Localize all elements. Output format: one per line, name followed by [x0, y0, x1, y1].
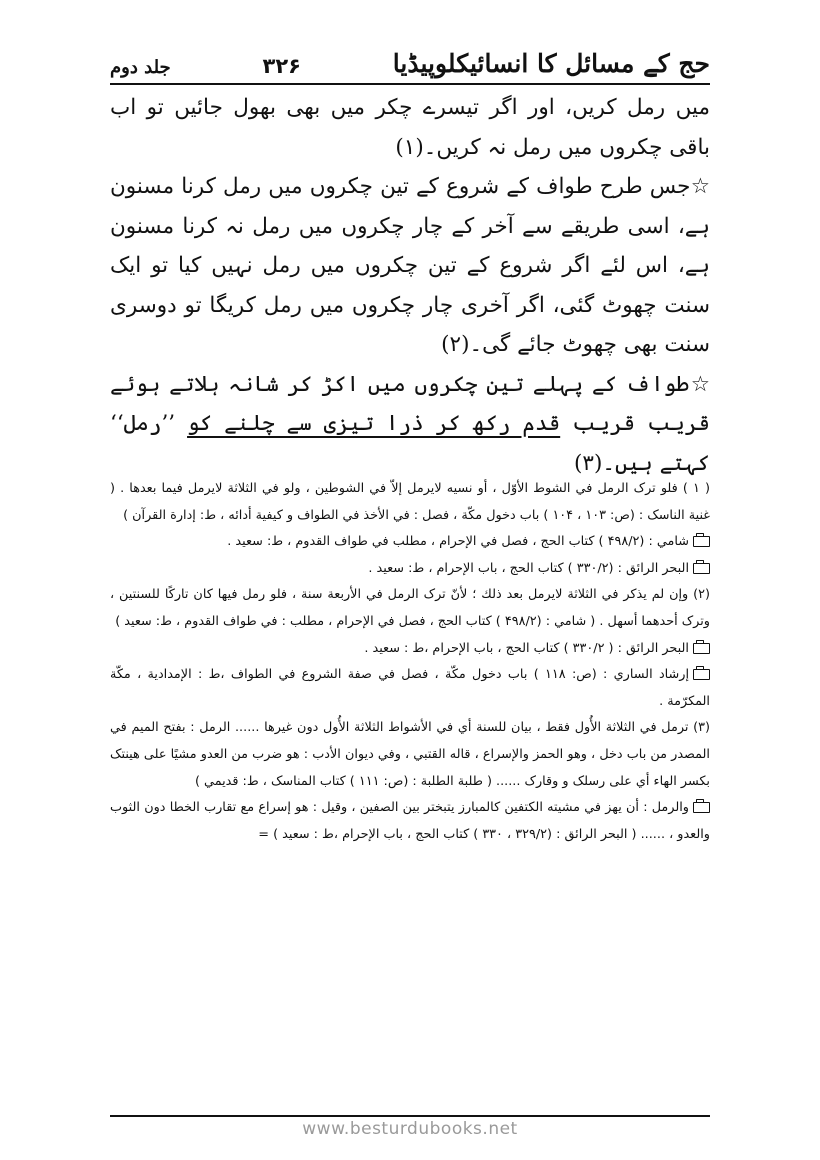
footnote-item: [110, 529, 710, 556]
footnote-text: البحر الرائق : ( ۳۳۰/۲ ) كتاب الحج ، باب الإحرام ،ط : سعيد .: [364, 640, 689, 656]
footer-rule: [110, 1115, 710, 1117]
paragraph-3-start: ☆طواف کے پہلے تین چکروں میں اکڑ کر شانہ ہلاتے ہوئے قریب قریب: [110, 371, 710, 436]
footnote-text: إرشاد الساري : (ص: ۱۱۸ ) باب دخول مكّة ، فصل في صفة الشروع في الطواف ،ط : الإمدادية ، مكّة المكرّمة .: [110, 667, 710, 709]
reference-book-icon: [693, 643, 710, 654]
footnote-text: (۲) وإن لم يذكر في الثلاثة لايرمل بعد ذلك ؛ لأنّ ترک الرمل في الأربعة سنة ، فلو رمل فيها كان تاركًا للسنتين ، وترک أحدهما أسهل . ( شامي : (۴۹۸/۲ ) كتاب الحج ، فصل في الإحرام ، مطلب : في طواف القدوم ، ط: سعيد ): [110, 587, 710, 629]
website-footer: www.besturdubooks.net: [302, 1119, 518, 1139]
reference-book-icon: [693, 669, 710, 680]
footnote-text: البحر الرائق : (۳۳۰/۲ ) كتاب الحج ، باب الإحرام ، ط: سعيد .: [368, 560, 689, 576]
reference-book-icon: [693, 563, 710, 574]
footnote-text: (۳) ترمل في الثلاثة الأُول فقط ، بيان للسنة أي في الأشواط الثلاثة الأُول دون غيرها ...... الرمل : بفتح الميم في المصدر من باب دخل ، وهو الحمز والإسراع ، قاله القتبي ، وفي ديوان الأدب : هو ضرب من العدو مشيًا على هينتک بكسر الهاء أي على رسلک و وقارک ...... ( طلبة الطلبة : (ص: ۱۱۱ ) كتاب المناسک ، ط: قديمي ): [110, 720, 710, 789]
footnote-item: [110, 582, 710, 635]
book-title: حج کے مسائل کا انسائیکلوپیڈیا: [392, 49, 710, 78]
footnote-item: [110, 636, 710, 663]
paragraph-3: [110, 365, 710, 484]
footnotes: [110, 476, 710, 848]
paragraph-2: ☆جس طرح طواف کے شروع کے تین چکروں میں رمل کرنا مسنون ہے، اسی طریقے سے آخر کے چار چکروں میں رمل نہ کرنا مسنون ہے، اس لئے اگر شروع کے تین چکروں میں رمل نہیں کیا تو ایک سنت چھوٹ گئی، اگر آخری چار چکروں میں رمل کریگا تو دوسری سنت بھی چھوٹ جائے گی۔(۲): [110, 174, 710, 357]
footnote-item: [110, 556, 710, 583]
footnote-item: [110, 662, 710, 715]
main-text: [110, 88, 710, 483]
reference-book-icon: [693, 536, 710, 547]
reference-book-icon: [693, 802, 710, 813]
footnote-text: والرمل : أن يهز في مشيته الكتفين كالمبارز يتبختر بين الصفين ، وقيل : هو إسراع مع تقارب الخطا دون الثوب والعدو ، ...... ( البحر الرائق : (۳۲۹/۲ ، ۳۳۰ ) كتاب الحج ، باب الإحرام ،ط : سعيد ) =: [110, 800, 710, 842]
paragraph-3-end: ’’رمل‘‘ کہتے ہیں۔(۳): [110, 411, 710, 476]
volume-label: جلد دوم: [110, 57, 171, 78]
footnote-item: [110, 715, 710, 795]
footnote-item: [110, 476, 710, 529]
footnote-item: [110, 795, 710, 848]
footnote-text: ( ۱ ) فلو ترک الرمل في الشوط الأوّل ، أو نسيه لايرمل إلاّ في الشوطين ، ولو في الثلاثة لايرمل فيما بعدها . ( غنية الناسک : (ص: ۱۰۳ ، ۱۰۴ ) باب دخول مكّة ، فصل : في الأخذ في الطواف و كيفية أدائه ، ط: إدارة القرآن ): [110, 481, 710, 523]
header-rule: [110, 83, 710, 85]
footnote-text: شامي : (۴۹۸/۲ ) كتاب الحج ، فصل في الإحرام ، مطلب في طواف القدوم ، ط: سعيد .: [227, 534, 689, 550]
paragraph-3-underlined: قدم رکھ کر ذرا تیزی سے چلنے کو: [187, 411, 561, 436]
page-number: ۳۲۶: [262, 54, 301, 78]
paragraph-1: میں رمل کریں، اور اگر تیسرے چکر میں بھی بھول جائیں تو اب باقی چکروں میں رمل نہ کریں۔(۱): [110, 95, 710, 160]
page-header: [110, 38, 710, 78]
